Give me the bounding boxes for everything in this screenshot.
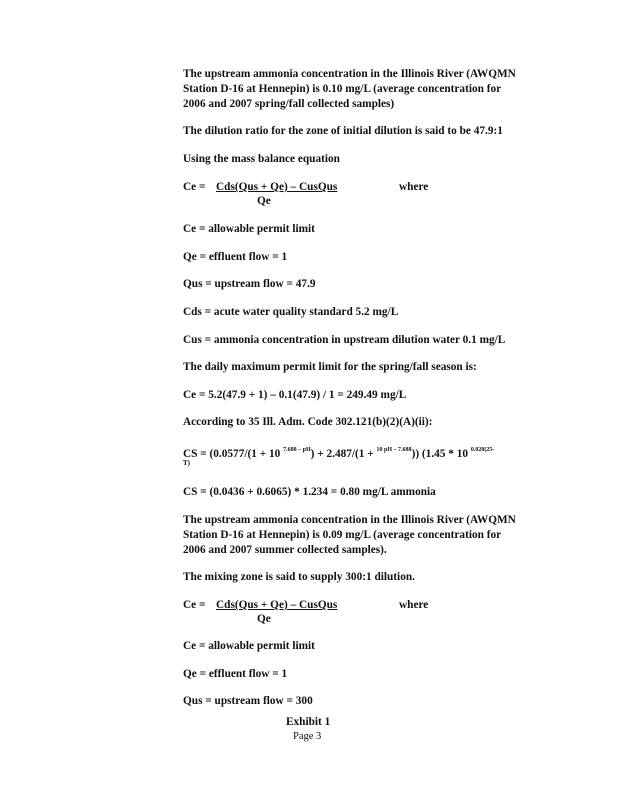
para2-line1: The upstream ammonia concentration in the Illinois River (AWQMN: [183, 514, 516, 526]
para1-line2: Station D-16 at Hennepin) is 0.10 mg/L (average concentration for: [183, 83, 502, 95]
def-cds: Cds = acute water quality standard 5.2 mg/L: [183, 306, 399, 318]
def-qus-1: Qus = upstream flow = 47.9: [183, 278, 316, 290]
equation1-where: where: [399, 181, 429, 193]
cs-formula-part-b: ) + 2.487/(1 +: [310, 448, 377, 460]
equation2-numerator: Cds(Qus + Qe) – CusQus: [216, 599, 338, 611]
cs-formula-exponent-2: 10 pH – 7.688: [376, 447, 412, 453]
def-ce-1: Ce = allowable permit limit: [183, 223, 315, 235]
para1-line1: The upstream ammonia concentration in the Illinois River (AWQMN: [183, 68, 516, 80]
cs-formula-part-a: CS = (0.0577/(1 + 10: [183, 448, 284, 460]
mass-balance-text: Using the mass balance equation: [183, 153, 340, 165]
dilution-ratio-text: The dilution ratio for the zone of initial dilution is said to be 47.9:1: [183, 125, 503, 137]
equation2-where: where: [399, 599, 429, 611]
def-cus: Cus = ammonia concentration in upstream dilution water 0.1 mg/L: [183, 334, 506, 346]
code-reference: According to 35 Ill. Adm. Code 302.121(b)(2)(A)(ii):: [183, 416, 433, 428]
equation2-denominator: Qe: [257, 613, 271, 625]
def-qe-1: Qe = effluent flow = 1: [183, 251, 288, 263]
def-ce-2: Ce = allowable permit limit: [183, 640, 315, 652]
para2-line3: 2006 and 2007 summer collected samples).: [183, 544, 387, 556]
equation1-lhs: Ce =: [183, 181, 206, 193]
para1-line3: 2006 and 2007 spring/fall collected samples): [183, 98, 395, 110]
def-qe-2: Qe = effluent flow = 1: [183, 668, 288, 680]
cs-formula: [183, 443, 494, 462]
cs-formula-continuation: T): [183, 459, 190, 467]
para2-line2: Station D-16 at Hennepin) is 0.09 mg/L (average concentration for: [183, 529, 502, 541]
equation2-lhs: Ce =: [183, 599, 206, 611]
page-number: Page 3: [293, 731, 322, 742]
equation1-numerator: Cds(Qus + Qe) – CusQus: [216, 181, 338, 193]
def-qus-2: Qus = upstream flow = 300: [183, 695, 313, 707]
cs-formula-exponent-1: 7.688 – pH: [283, 447, 311, 453]
equation1-denominator: Qe: [257, 195, 271, 207]
cs-formula-part-c: )) (1.45 * 10: [411, 448, 471, 460]
cs-result: CS = (0.0436 + 0.6065) * 1.234 = 0.80 mg/L ammonia: [183, 486, 436, 498]
cs-formula-exponent-3: 0.028(25-: [470, 447, 495, 453]
exhibit-label: Exhibit 1: [286, 716, 331, 728]
mixing-zone-text: The mixing zone is said to supply 300:1 dilution.: [183, 571, 415, 583]
daily-max-text: The daily maximum permit limit for the spring/fall season is:: [183, 361, 477, 373]
ce-calculation: Ce = 5.2(47.9 + 1) – 0.1(47.9) / 1 = 249.49 mg/L: [183, 389, 407, 401]
